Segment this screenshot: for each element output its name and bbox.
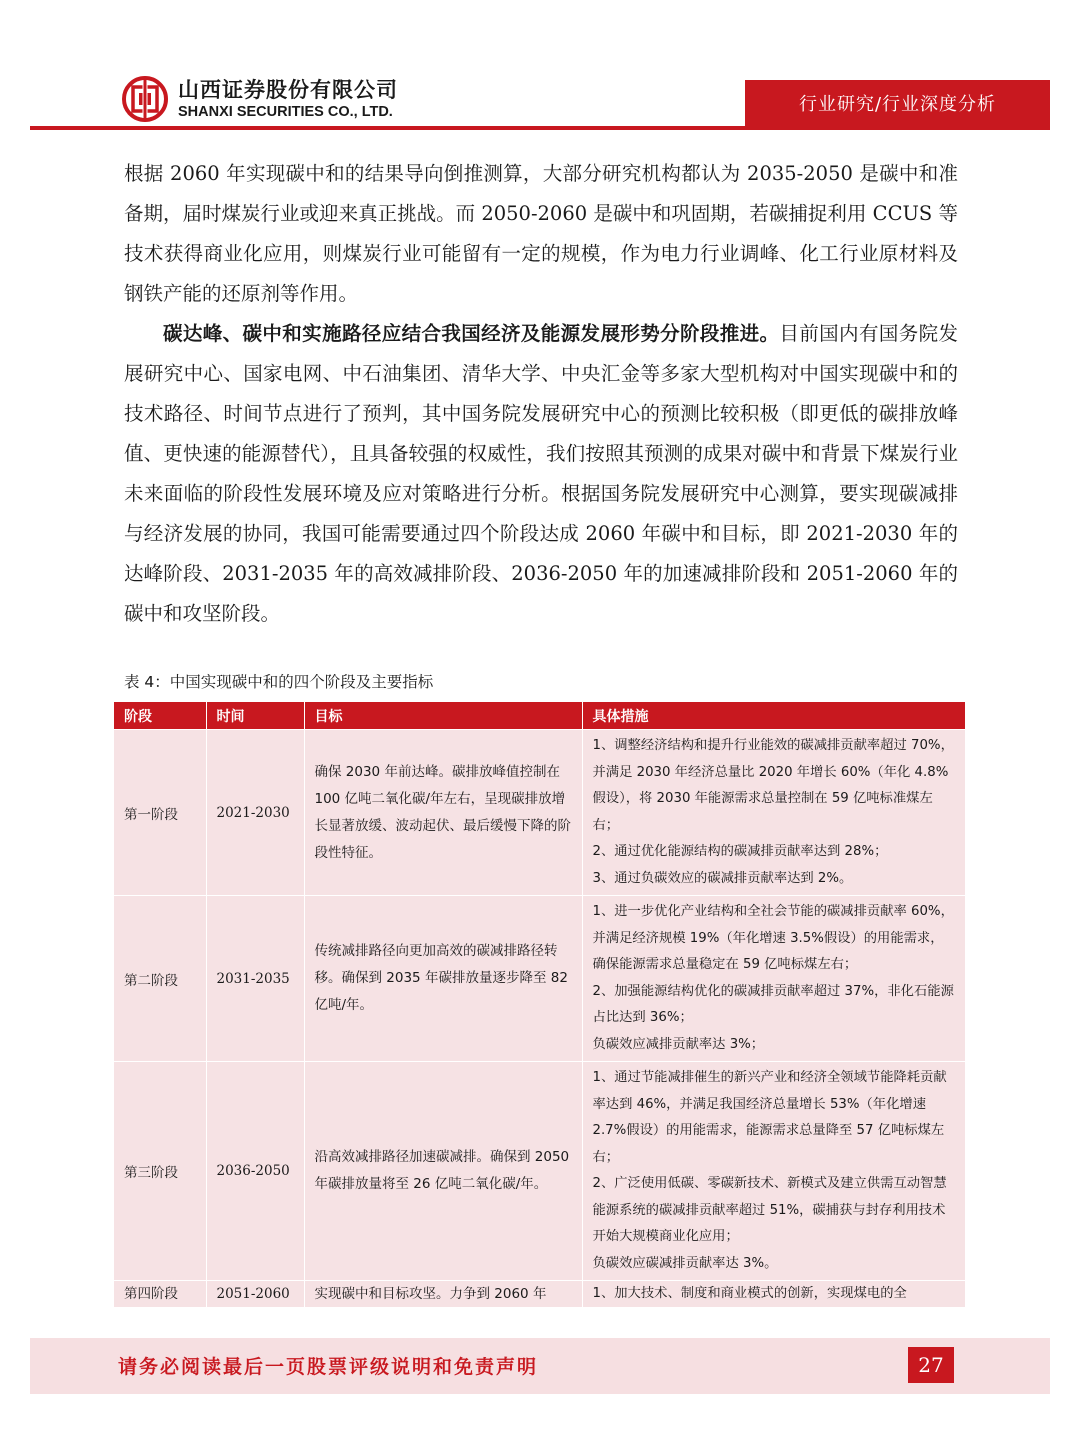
- measure-item: 1、通过节能减排催生的新兴产业和经济全领域节能降耗贡献率达到 46%，并满足我国经济总量增长 53%（年化增速 2.7%假设）的用能需求，能源需求总量降至 57 亿吨标煤左右；: [592, 1070, 947, 1165]
- period-cell: 2031-2035: [206, 896, 304, 1062]
- header-measures: 具体措施: [582, 702, 965, 730]
- measures-cell: [582, 1062, 965, 1281]
- measures-cell: [582, 896, 965, 1062]
- paragraph-2-text: 目前国内有国务院发展研究中心、国家电网、中石油集团、清华大学、中央汇金等多家大型机构对中国实现碳中和的技术路径、时间节点进行了预判，其中国务院发展研究中心的预测比较积极（即更低的碳排放峰值、更快速的能源替代），且具备较强的权威性，我们按照其预测的成果对碳中和背景下煤炭行业未来面临的阶段性发展环境及应对策略进行分析。根据国务院发展研究中心测算，要实现碳减排与经济发展的协同，我国可能需要通过四个阶段达成 2060 年碳中和目标，即 2021-2030 年的达峰阶段、2031-2035 年的高效减排阶段、2036-2050 年的加速减排阶段和 2051-2060 年的碳中和攻坚阶段。: [124, 322, 958, 625]
- measure-item: 1、加大技术、制度和商业模式的创新，实现煤电的全: [592, 1286, 907, 1301]
- company-name-en: SHANXI SECURITIES CO., LTD.: [178, 104, 393, 120]
- body-paragraph-1: 根据 2060 年实现碳中和的结果导向倒推测算，大部分研究机构都认为 2035-2050 是碳中和准备期，届时煤炭行业或迎来真正挑战。而 2050-2060 是碳中和巩固期，若碳捕捉利用 CCUS 等技术获得商业化应用，则煤炭行业可能留有一定的规模，作为电力行业调峰、化工行业原材料及钢铁产能的还原剂等作用。: [124, 162, 958, 305]
- stage-cell: 第四阶段: [114, 1281, 206, 1308]
- measure-item: 2、广泛使用低碳、零碳新技术、新模式及建立供需互动智慧能源系统的碳减排贡献率超过 51%，碳捕获与封存利用技术开始大规模商业化应用；: [592, 1176, 947, 1244]
- page-number: 27: [908, 1347, 954, 1383]
- table-row: [114, 1062, 965, 1281]
- carbon-neutrality-stages-table: [114, 702, 966, 1307]
- page-header: [0, 0, 1080, 135]
- period-cell: 2051-2060: [206, 1281, 304, 1308]
- header-period: 时间: [206, 702, 304, 730]
- shanxi-securities-logo-icon: [122, 76, 168, 122]
- company-name-cn: 山西证券股份有限公司: [178, 78, 398, 102]
- period-cell: 2036-2050: [206, 1062, 304, 1281]
- table-row: [114, 1281, 965, 1308]
- header-goal: 目标: [304, 702, 582, 730]
- table-caption: 表 4：中国实现碳中和的四个阶段及主要指标: [124, 673, 434, 691]
- header-stage: 阶段: [114, 702, 206, 730]
- period-cell: 2021-2030: [206, 730, 304, 896]
- measure-item: 2、通过优化能源结构的碳减排贡献率达到 28%；: [592, 844, 888, 859]
- report-category-tag: 行业研究/行业深度分析: [745, 80, 1050, 126]
- measures-cell: [582, 730, 965, 896]
- table-row: [114, 730, 965, 896]
- body-paragraph-2: [124, 314, 958, 634]
- stage-cell: 第三阶段: [114, 1062, 206, 1281]
- measure-item: 负碳效应碳减排贡献率达 3%。: [592, 1255, 778, 1271]
- measure-item: 负碳效应减排贡献率达 3%；: [592, 1036, 765, 1052]
- goal-cell: 沿高效减排路径加速碳减排。确保到 2050 年碳排放量将至 26 亿吨二氧化碳/年。: [304, 1062, 582, 1281]
- measure-item: 2、加强能源结构优化的碳减排贡献率超过 37%，非化石能源占比达到 36%；: [592, 983, 954, 1025]
- stage-cell: 第一阶段: [114, 730, 206, 896]
- stage-cell: 第二阶段: [114, 896, 206, 1062]
- table-row: [114, 896, 965, 1062]
- footer-disclaimer: 请务必阅读最后一页股票评级说明和免责声明: [118, 1356, 539, 1378]
- table-header-row: [114, 702, 965, 730]
- measures-cell: [582, 1281, 965, 1308]
- measure-item: 1、进一步优化产业结构和全社会节能的碳减排贡献率 60%，并满足经济规模 19%（年化增速 3.5%假设）的用能需求，确保能源需求总量稳定在 59 亿吨标煤左右；: [592, 904, 954, 972]
- company-logo: [122, 74, 398, 124]
- goal-cell: 实现碳中和目标攻坚。力争到 2060 年: [304, 1281, 582, 1308]
- goal-cell: 确保 2030 年前达峰。碳排放峰值控制在 100 亿吨二氧化碳/年左右，呈现碳排放增长显著放缓、波动起伏、最后缓慢下降的阶段性特征。: [304, 730, 582, 896]
- goal-cell: 传统减排路径向更加高效的碳减排路径转移。确保到 2035 年碳排放量逐步降至 82 亿吨/年。: [304, 896, 582, 1062]
- paragraph-2-lead: 碳达峰、碳中和实施路径应结合我国经济及能源发展形势分阶段推进。: [163, 322, 780, 345]
- header-divider: [30, 126, 1050, 130]
- measure-item: 1、调整经济结构和提升行业能效的碳减排贡献率超过 70%，并满足 2030 年经济总量比 2020 年增长 60%（年化 4.8%假设），将 2030 年能源需求总量控制在 59 亿吨标准煤左右；: [592, 738, 954, 833]
- measure-item: 3、通过负碳效应的碳减排贡献率达到 2%。: [592, 870, 853, 886]
